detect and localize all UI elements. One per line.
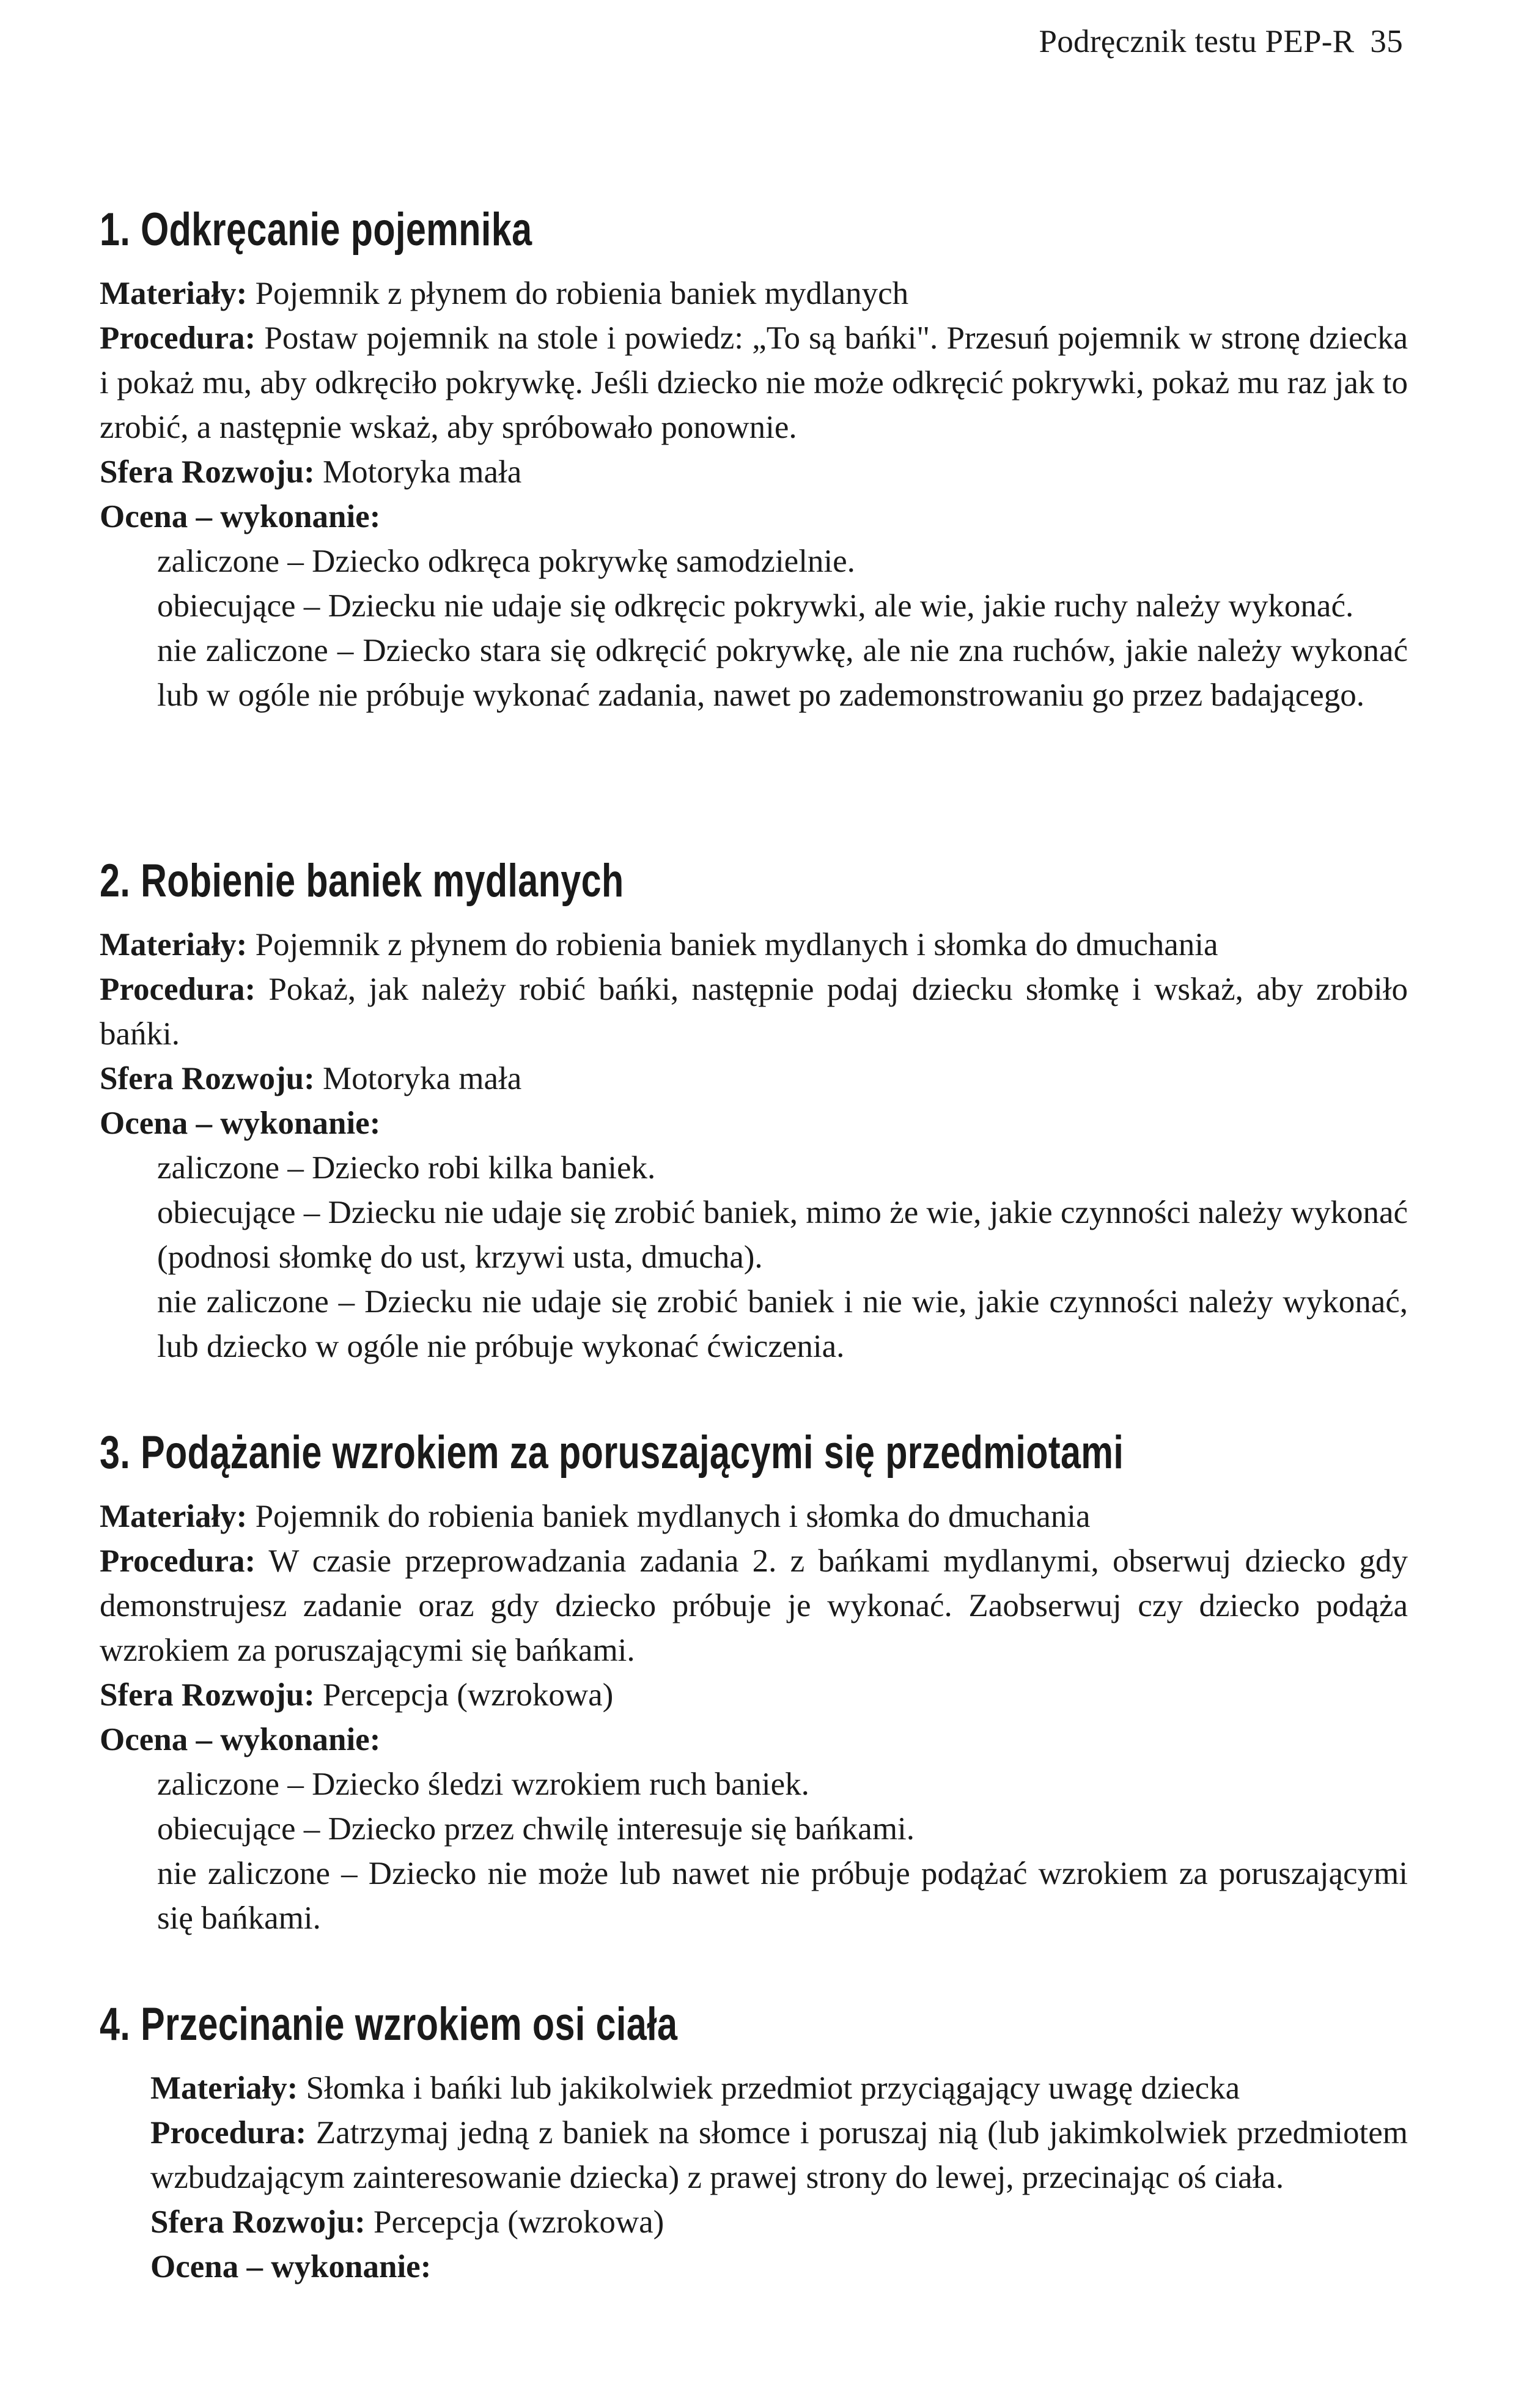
materials-line bbox=[150, 2066, 1408, 2111]
assessment-label: Ocena – wykonanie: bbox=[100, 499, 381, 534]
sphere-line bbox=[100, 450, 1408, 495]
materials-text: Słomka i bańki lub jakikolwiek przedmiot przyciągający uwagę dziecka bbox=[306, 2070, 1240, 2106]
sphere-label: Sfera Rozwoju: bbox=[100, 454, 315, 490]
procedure-label: Procedura: bbox=[100, 1543, 256, 1579]
section-title: 1. Odkręcanie pojemnika bbox=[100, 204, 532, 256]
sphere-text: Motoryka mała bbox=[323, 1061, 522, 1096]
assessment-label: Ocena – wykonanie: bbox=[150, 2249, 432, 2284]
sphere-line bbox=[150, 2200, 1408, 2245]
running-header bbox=[1039, 23, 1403, 60]
sphere-label: Sfera Rozwoju: bbox=[100, 1677, 315, 1713]
assessment-emerging: obiecujące – Dziecku nie udaje się zrobić baniek, mimo że wie, jakie czynności należy wykonać (podnosi słomkę do ust, krzywi usta, dmucha). bbox=[157, 1195, 1408, 1275]
materials-line bbox=[100, 923, 1408, 967]
sphere-text: Percepcja (wzrokowa) bbox=[374, 2204, 664, 2240]
assessment-emerging: obiecujące – Dziecko przez chwilę interesuje się bańkami. bbox=[157, 1811, 915, 1847]
assessment-pass: zaliczone – Dziecko robi kilka baniek. bbox=[157, 1150, 656, 1186]
materials-text: Pojemnik do robienia baniek mydlanych i słomka do dmuchania bbox=[255, 1499, 1091, 1534]
assessment-fail: nie zaliczone – Dziecku nie udaje się zrobić baniek i nie wie, jakie czynności należy wykonać, lub dziecko w ogóle nie próbuje wykonać ćwiczenia. bbox=[157, 1284, 1408, 1364]
procedure-text: Pokaż, jak należy robić bańki, następnie podaj dziecku słomkę i wskaż, aby zrobiło bańki. bbox=[100, 972, 1408, 1052]
procedure-text: Zatrzymaj jedną z baniek na słomce i poruszaj nią (lub jakimkolwiek przedmiotem wzbudzającym zainteresowanie dziecka) z prawej strony do lewej, przecinając oś ciała. bbox=[150, 2115, 1408, 2195]
section-4 bbox=[100, 1996, 1408, 2289]
page-number: 35 bbox=[1370, 24, 1403, 59]
procedure-line bbox=[150, 2111, 1408, 2200]
sphere-label: Sfera Rozwoju: bbox=[100, 1061, 315, 1096]
header-title: Podręcznik testu PEP-R bbox=[1039, 24, 1355, 59]
materials-text: Pojemnik z płynem do robienia baniek mydlanych i słomka do dmuchania bbox=[255, 927, 1218, 962]
assessment-fail: nie zaliczone – Dziecko stara się odkręcić pokrywkę, ale nie zna ruchów, jakie należy wykonać lub w ogóle nie próbuje wykonać zadania, nawet po zademonstrowaniu go przez badającego. bbox=[157, 633, 1408, 713]
sphere-label: Sfera Rozwoju: bbox=[150, 2204, 366, 2240]
section-title: 2. Robienie baniek mydlanych bbox=[100, 855, 624, 907]
materials-text: Pojemnik z płynem do robienia baniek mydlanych bbox=[255, 276, 909, 311]
materials-label: Materiały: bbox=[100, 276, 248, 311]
assessment-label: Ocena – wykonanie: bbox=[100, 1106, 381, 1141]
sphere-line bbox=[100, 1673, 1408, 1718]
procedure-text: W czasie przeprowadzania zadania 2. z bańkami mydlanymi, obserwuj dziecko gdy demonstrujesz zadanie oraz gdy dziecko próbuje je wykonać. Zaobserwuj czy dziecko podąża wzrokiem za poruszającymi się bańkami. bbox=[100, 1543, 1408, 1668]
materials-label: Materiały: bbox=[100, 1499, 248, 1534]
procedure-line bbox=[100, 967, 1408, 1057]
assessment-fail: nie zaliczone – Dziecko nie może lub nawet nie próbuje podążać wzrokiem za poruszającymi się bańkami. bbox=[157, 1856, 1408, 1936]
materials-line bbox=[100, 271, 1408, 316]
materials-line bbox=[100, 1494, 1408, 1539]
assessment-pass: zaliczone – Dziecko śledzi wzrokiem ruch baniek. bbox=[157, 1767, 809, 1802]
procedure-line bbox=[100, 316, 1408, 450]
assessment-label: Ocena – wykonanie: bbox=[100, 1722, 381, 1757]
sphere-text: Motoryka mała bbox=[323, 454, 522, 490]
procedure-text: Postaw pojemnik na stole i powiedz: „To są bańki". Przesuń pojemnik w stronę dziecka i pokaż mu, aby odkręciło pokrywkę. Jeśli dziecko nie może odkręcić pokrywki, pokaż mu raz jak to zrobić, a następnie wskaż, aby spróbowało ponownie. bbox=[100, 320, 1408, 445]
sphere-text: Percepcja (wzrokowa) bbox=[323, 1677, 614, 1713]
section-3 bbox=[100, 1425, 1408, 1941]
procedure-label: Procedura: bbox=[100, 972, 256, 1007]
section-1 bbox=[100, 202, 1408, 718]
assessment-pass: zaliczone – Dziecko odkręca pokrywkę samodzielnie. bbox=[157, 544, 855, 579]
procedure-label: Procedura: bbox=[150, 2115, 307, 2151]
section-2 bbox=[100, 853, 1408, 1369]
section-title: 3. Podążanie wzrokiem za poruszającymi się przedmiotami bbox=[100, 1427, 1124, 1479]
section-title: 4. Przecinanie wzrokiem osi ciała bbox=[100, 1998, 678, 2050]
materials-label: Materiały: bbox=[100, 927, 248, 962]
materials-label: Materiały: bbox=[150, 2070, 298, 2106]
procedure-label: Procedura: bbox=[100, 320, 256, 356]
sphere-line bbox=[100, 1057, 1408, 1101]
assessment-emerging: obiecujące – Dziecku nie udaje się odkręcic pokrywki, ale wie, jakie ruchy należy wykonać. bbox=[157, 588, 1354, 624]
procedure-line bbox=[100, 1539, 1408, 1673]
